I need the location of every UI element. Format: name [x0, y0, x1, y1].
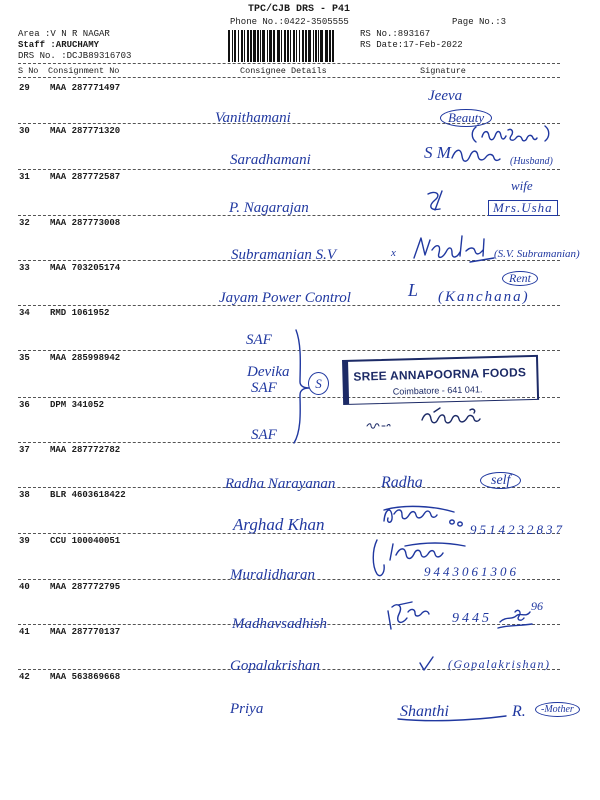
row-consignment-no: MAA 287771497 [50, 83, 121, 93]
row-divider [18, 169, 560, 170]
column-header-sno: S No [18, 66, 39, 76]
stamp-company-name: SREE ANNAPOORNA FOODS [353, 365, 527, 384]
row-sno: 38 [19, 490, 30, 500]
consignee-handwriting: Saradhamani [230, 152, 311, 168]
barcode-bar [325, 30, 328, 62]
stamp-city: Coimbatore - 641 041. [392, 384, 483, 397]
consignee-handwriting: Devika [247, 364, 290, 380]
barcode-bar [287, 30, 289, 62]
barcode-bar [302, 30, 304, 62]
consignee-handwriting: Madhavsadhish [232, 616, 327, 632]
stamp-small-print [367, 424, 390, 429]
consignee-handwriting: Subramanian S.V [231, 247, 336, 263]
signature-phone-end: 96 [531, 599, 543, 613]
column-header-signature: Signature [420, 66, 466, 76]
page-title: TPC/CJB DRS - P41 [248, 4, 351, 15]
barcode-bar [320, 30, 323, 62]
consignee-handwriting: SAF [246, 332, 272, 348]
row-sno: 41 [19, 627, 30, 637]
header-divider-bottom [18, 77, 560, 78]
company-stamp [342, 355, 539, 405]
consignee-handwriting: Vanithamani [215, 110, 291, 126]
barcode-bar [262, 30, 265, 62]
signature-note: Beauty [440, 109, 492, 127]
column-header-consignee: Consignee Details [240, 66, 327, 76]
signature-note: self [480, 472, 521, 489]
circled-s-mark: S [308, 372, 329, 395]
barcode-bar [232, 30, 233, 62]
barcode-bar [313, 30, 314, 62]
row-sno: 33 [19, 263, 30, 273]
row-consignment-no: MAA 287773008 [50, 218, 121, 228]
consignee-handwriting: Radha Narayanan [225, 476, 336, 492]
signature-note: (Husband) [510, 156, 553, 167]
page-number: Page No.:3 [452, 17, 507, 27]
tamil-note-scribble [472, 126, 549, 142]
row-consignment-no: MAA 287772795 [50, 582, 121, 592]
signature-text: L [408, 280, 419, 300]
barcode-bar [241, 30, 243, 62]
consignee-handwriting: Muralidharan [230, 567, 316, 583]
row-sno: 36 [19, 400, 30, 410]
consignee-handwriting: Jayam Power Control [219, 290, 351, 306]
signature-relation: wife [511, 178, 533, 193]
barcode-bar [267, 30, 268, 62]
group-bracket [294, 330, 309, 443]
barcode-bar [290, 30, 291, 62]
signature-note: (S.V. Subramanian) [494, 248, 580, 260]
row-sno: 35 [19, 353, 30, 363]
row-divider [18, 350, 560, 351]
staff-label: Staff :ARUCHAMY [18, 40, 100, 50]
barcode-bar [332, 30, 334, 62]
signature-scribble [428, 191, 442, 210]
signature-note: (Kanchana) [438, 289, 530, 305]
signature-scribble [414, 236, 494, 262]
phone-number: Phone No.:0422-3505555 [230, 17, 349, 27]
stamp-signature-scribble [422, 408, 480, 423]
barcode-bar [269, 30, 272, 62]
row-consignment-no: MAA 287772587 [50, 172, 121, 182]
barcode-bar [228, 30, 230, 62]
signature-scribble [384, 506, 462, 526]
barcode-bar [305, 30, 307, 62]
row-sno: 34 [19, 308, 30, 318]
barcode-bar [281, 30, 282, 62]
row-consignment-no: MAA 285998942 [50, 353, 121, 363]
area-label: Area :V N R NAGAR [18, 29, 110, 39]
row-consignment-no: BLR 4603618422 [50, 490, 126, 500]
header-divider-top [18, 63, 560, 64]
row-consignment-no: MAA 703205174 [50, 263, 121, 273]
signature-text: Jeeva [428, 88, 463, 104]
consignee-handwriting: Gopalakrishan [230, 658, 320, 674]
signature-phone: 9514232837 [470, 522, 565, 537]
row-sno: 31 [19, 172, 30, 182]
barcode-bar [296, 30, 297, 62]
barcode-bar [293, 30, 295, 62]
row-sno: 39 [19, 536, 30, 546]
row-sno: 29 [19, 83, 30, 93]
signature-text: S M [424, 143, 451, 162]
consignee-handwriting: Arghad Khan [233, 515, 325, 534]
row-consignment-no: MAA 287770137 [50, 627, 121, 637]
barcode-bar [234, 30, 236, 62]
consignee-handwriting: Priya [230, 701, 264, 717]
signature-initial: R. [512, 703, 526, 720]
barcode-bar [273, 30, 275, 62]
barcode-bar [308, 30, 311, 62]
barcode-bar [329, 30, 331, 62]
row-sno: 32 [19, 218, 30, 228]
barcode-bar [257, 30, 259, 62]
barcode-bar [253, 30, 256, 62]
row-consignment-no: MAA 287772782 [50, 445, 121, 455]
signature-note: (Gopalakrishan) [448, 657, 551, 671]
signature-relation: Rent [502, 271, 538, 286]
row-divider [18, 442, 560, 443]
row-consignment-no: CCU 100040051 [50, 536, 121, 546]
signature-text: Shanthi [400, 703, 449, 720]
barcode-bar [318, 30, 319, 62]
row-consignment-no: RMD 1061952 [50, 308, 110, 318]
consignee-handwriting: SAF [251, 427, 277, 443]
strikethrough-scribble [498, 610, 532, 628]
row-sno: 30 [19, 126, 30, 136]
signature-phone: 9445 [452, 611, 492, 626]
signature-note: Mrs.Usha [488, 200, 558, 216]
rs-date: RS Date:17-Feb-2022 [360, 40, 463, 50]
barcode-bar [277, 30, 280, 62]
barcode-bar [244, 30, 245, 62]
row-consignment-no: MAA 287771320 [50, 126, 121, 136]
barcode-bar [247, 30, 249, 62]
barcode-bar [315, 30, 317, 62]
barcode-bar [238, 30, 239, 62]
row-consignment-no: MAA 563869668 [50, 672, 121, 682]
rs-number: RS No.:893167 [360, 29, 431, 39]
barcode-bar [284, 30, 286, 62]
signature-phone: 9443061306 [424, 564, 519, 579]
column-header-consignment: Consignment No [48, 66, 120, 76]
barcode-bar [299, 30, 300, 62]
signature-text: Radha [381, 474, 423, 491]
barcode-bar [260, 30, 261, 62]
barcode-bar [250, 30, 252, 62]
signature-note: -Mother [535, 702, 580, 717]
drs-number: DRS No. :DCJB89316703 [18, 51, 132, 61]
row-sno: 37 [19, 445, 30, 455]
consignee-handwriting: P. Nagarajan [229, 200, 309, 216]
row-sno: 40 [19, 582, 30, 592]
signature-scribble [452, 150, 500, 161]
row-sno: 42 [19, 672, 30, 682]
row-consignment-no: DPM 341052 [50, 400, 105, 410]
barcode [228, 30, 335, 62]
signature-cross-mark: x [391, 247, 396, 259]
consignee-note-handwriting: SAF [251, 380, 277, 396]
